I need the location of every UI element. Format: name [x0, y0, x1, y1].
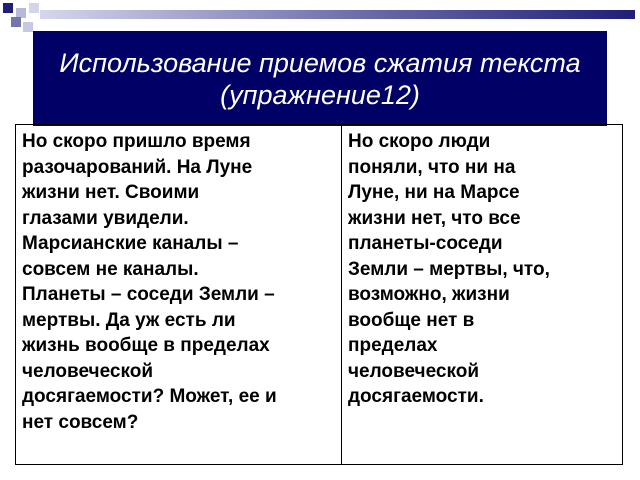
table-cell-original-text: Но скоро пришло время разочарований. На Луне жизни нет. Своими глазами увидели. Марсианские каналы – совсем не каналы. Планеты – соседи Земли – мертвы. Да уж есть ли жизнь вообще в пределах человеческой досягаемости? Может, ее и нет совсем?: [16, 125, 342, 464]
top-gradient-band: [40, 10, 635, 19]
table-cell-compressed-text: Но скоро люди поняли, что ни на Луне, ни на Марсе жизни нет, что все планеты-соседи Земли – мертвы, что, возможно, жизни вообще нет в пределах человеческой досягаемости.: [348, 131, 550, 407]
decor-square: [29, 3, 39, 13]
title-line-1: Использование приемов сжатия текста: [59, 47, 581, 78]
comparison-table: [15, 124, 623, 465]
slide-title: [33, 31, 607, 126]
decor-square: [3, 3, 13, 13]
title-line-2: (упражнение12): [220, 79, 420, 110]
decor-square: [23, 22, 33, 32]
decor-square: [11, 17, 21, 27]
